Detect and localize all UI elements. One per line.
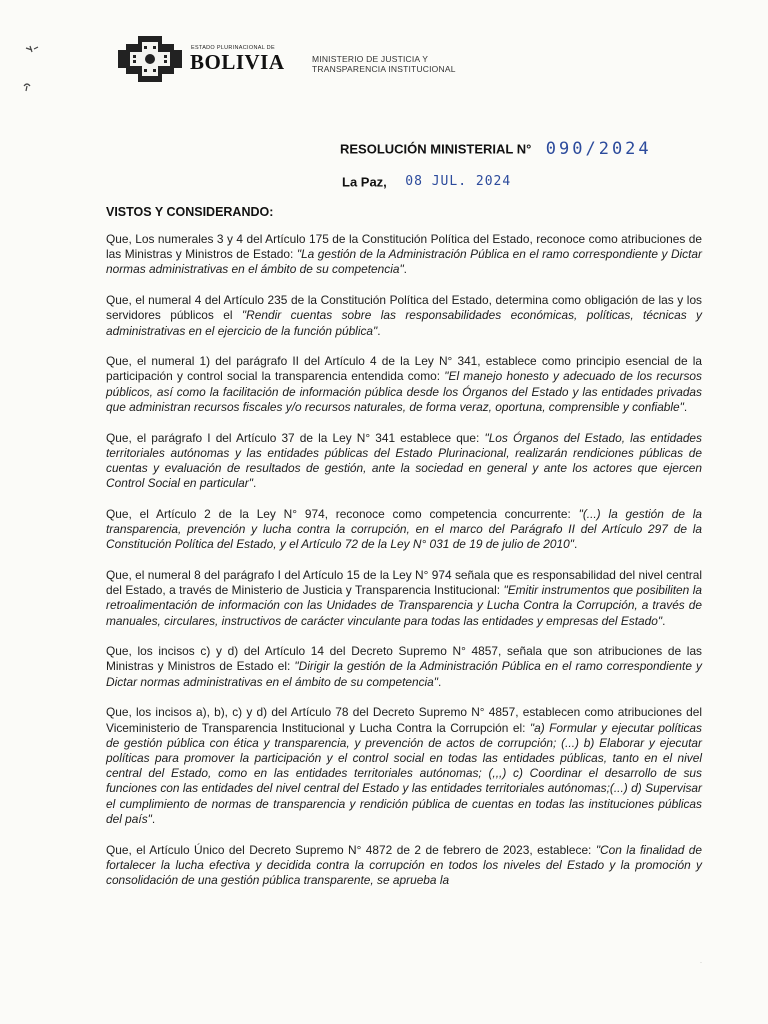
paragraph-quote: "(...) la gestión de la transparencia, prevención y lucha contra la corrupción, en el marco del Parágrafo II del Artículo 297 de la Constitución Política del Estado, y el Artículo 72 de la Ley N° 031 de 19 de julio de 2010" (106, 506, 702, 552)
date-stamp: 08 JUL. 2024 (405, 174, 512, 190)
paragraph-text: Que, Los numerales 3 y 4 del Artículo 175 de la Constitución Política del Estado, reconoce como atribuciones de las Ministras y Ministros de Estado: (106, 232, 702, 262)
paragraph (106, 354, 702, 415)
section-heading: VISTOS Y CONSIDERANDO: (106, 205, 274, 219)
paragraph-tail: . (377, 323, 381, 338)
bolivia-chakana-logo-icon (112, 36, 188, 82)
place-label: La Paz, (342, 174, 387, 190)
paragraph-quote: "Dirigir la gestión de la Administración Pública en el ramo correspondiente y Dictar normas administrativas en el ámbito de su competencia" (106, 659, 702, 689)
paragraph-quote: "a) Formular y ejecutar políticas de gestión pública con ética y transparencia, y prevención de actos de corrupción; (...) b) Elaborar y ejecutar políticas para promover la participación y el control social en todas las entidades públicas, tanto en el nivel central del Estado, como en las entidades territoriales autónomas; (,,,) c) Coordinar el desarrollo de sus funciones con las entidades del nivel central del Estado y las entidades territoriales autónomas;(...) d) Supervisar el cumplimiento de normas de transparencia y rendición pública de cuentas en todas las instituciones públicas del país" (106, 720, 702, 826)
resolution-label: RESOLUCIÓN MINISTERIAL N° (340, 141, 532, 157)
logo-wordmark: BOLIVIA (190, 50, 285, 74)
resolution-number: 090/2024 (545, 139, 652, 159)
paragraph-quote: "Rendir cuentas sobre las responsabilidades económicas, políticas, técnicas y administrativas en el ejercicio de la función pública" (106, 308, 702, 338)
paragraph (106, 843, 702, 889)
letterhead (112, 36, 532, 86)
paragraph (106, 232, 702, 278)
place-date (342, 173, 511, 191)
paragraph-quote: "Los Órganos del Estado, las entidades territoriales autónomas y las entidades públicas del Estado Plurinacional, realizarán rendiciones públicas de cuentas y evaluación de resultados de gestión, ante la sociedad en general y ante los actores que ejercen Control Social en particular" (106, 430, 702, 491)
logo-subtitle: ESTADO PLURINACIONAL DE (191, 45, 275, 51)
paragraph-tail: . (151, 811, 156, 826)
resolution-header (340, 139, 652, 159)
paragraph (106, 705, 702, 827)
paragraph-text: Que, el Artículo Único del Decreto Supremo N° 4872 de 2 de febrero de 2023, establece: (106, 842, 596, 857)
paragraph-tail: . (403, 262, 407, 277)
paragraph-text: Que, el numeral 4 del Artículo 235 de la Constitución Política del Estado, determina como obligación de las y los servidores públicos el (106, 293, 702, 323)
paragraph (106, 293, 702, 339)
paragraph-tail: . (438, 674, 442, 689)
margin-marks (16, 40, 46, 100)
paragraph (106, 431, 702, 492)
document-body (106, 232, 702, 904)
paragraph-tail: . (683, 399, 688, 414)
ministry-name (312, 54, 456, 74)
scan-mark: · (700, 960, 702, 966)
ministry-line-1: MINISTERIO DE JUSTICIA Y (312, 54, 429, 64)
paragraph-quote: "La gestión de la Administración Pública en el ramo correspondiente y Dictar normas administrativas en el ámbito de su competencia" (106, 247, 702, 277)
paragraph-text: Que, el numeral 1) del parágrafo II del Artículo 4 de la Ley N° 341, establece como principio esencial de la participación y control social la transparencia entendida como: (106, 354, 702, 384)
paragraph-text: Que, los incisos c) y d) del Artículo 14 del Decreto Supremo N° 4857, señala que son atribuciones de las Ministras y Ministros de Estado el: (106, 644, 702, 674)
paragraph-quote: "Con la finalidad de fortalecer la lucha efectiva y decidida contra la corrupción en todos los niveles del Estado y la promoción y consolidación de una gestión pública transparente, se aprueba la (106, 842, 702, 887)
paragraph-text: Que, el Artículo 2 de la Ley N° 974, reconoce como competencia concurrente: (106, 506, 579, 521)
paragraph-tail: . (252, 476, 257, 491)
paragraph-text: Que, los incisos a), b), c) y d) del Artículo 78 del Decreto Supremo N° 4857, establecen como atribuciones del Viceministerio de Transparencia Institucional y Lucha Contra la Corrupción el: (106, 705, 702, 735)
ministry-line-2: TRANSPARENCIA INSTITUCIONAL (312, 64, 456, 74)
paragraph-quote: "El manejo honesto y adecuado de los recursos públicos, así como la facilitación de información pública desde los Órganos del Estado y las entidades privadas que administran recursos fiscales y/o recursos naturales, de forma veraz, oportuna, comprensible y confiable" (106, 369, 702, 414)
paragraph-text: Que, el parágrafo I del Artículo 37 de la Ley N° 341 establece que: (106, 430, 485, 445)
paragraph-tail: . (573, 537, 578, 552)
paragraph-tail: . (662, 613, 666, 628)
paragraph (106, 644, 702, 690)
paragraph-text: Que, el numeral 8 del parágrafo I del Artículo 15 de la Ley N° 974 señala que es responsabilidad del nivel central del Estado, a través de Ministerio de Justicia y Transparencia Institucional: (106, 567, 702, 598)
paragraph (106, 568, 702, 629)
paragraph-quote: "Emitir instrumentos que posibiliten la retroalimentación de información con las Unidades de Transparencia y Lucha Contra la Corrupción, a través de manuales, circulares, instructivos de carácter vinculante para todas las entidades y empresas del Estado" (106, 583, 702, 628)
paragraph (106, 507, 702, 553)
